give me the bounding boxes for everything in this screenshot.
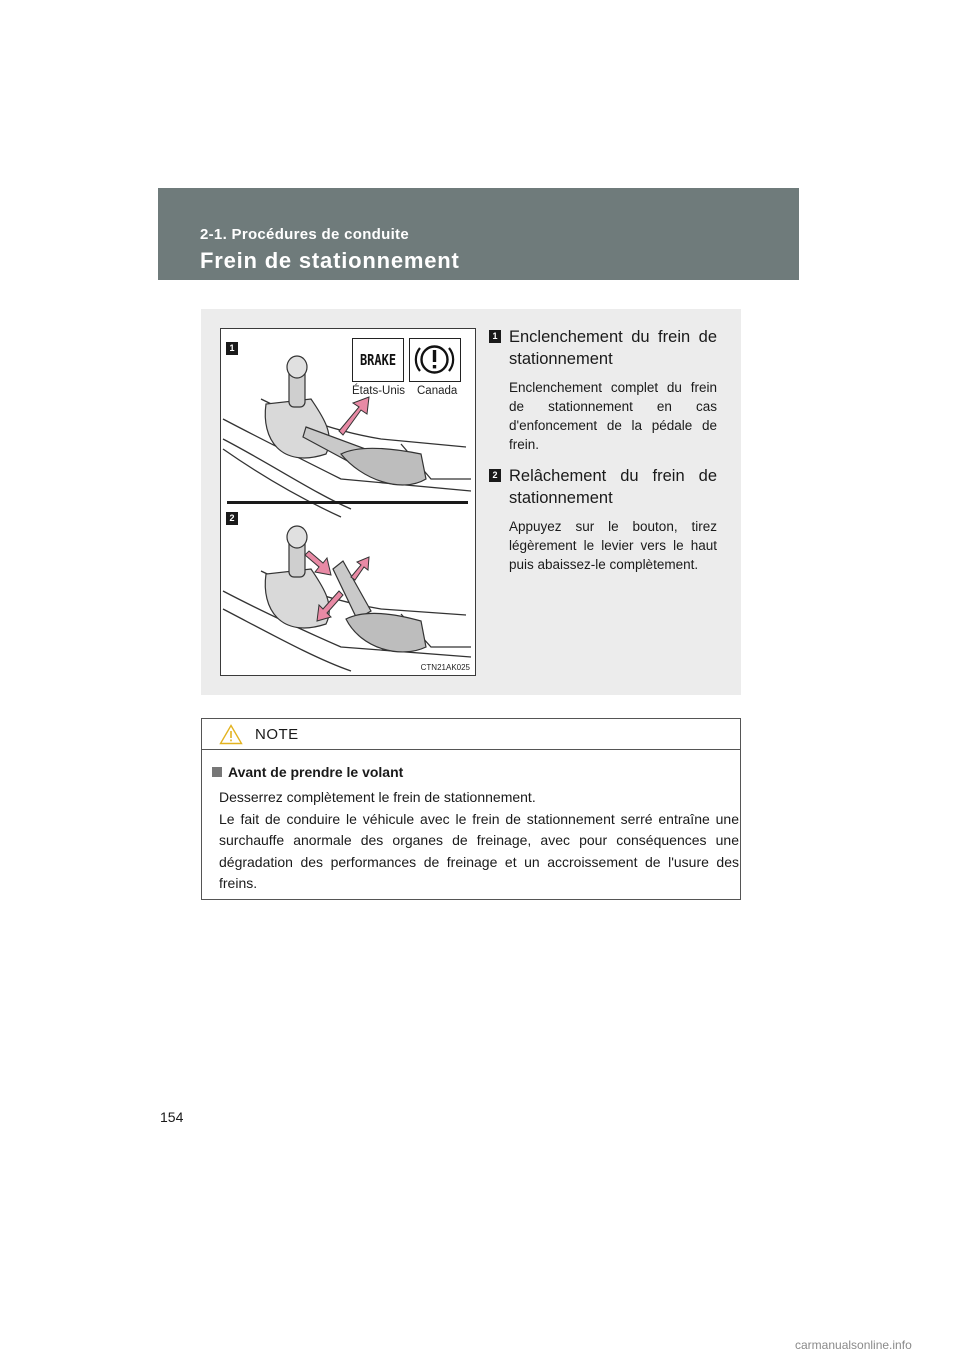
- brake-lamp-canada: [409, 338, 461, 382]
- step-2-badge: 2: [489, 469, 501, 482]
- brake-lamp-us-text: BRAKE: [359, 351, 397, 369]
- step-2-description: Appuyez sur le bouton, tirez légèrement le levier vers le haut puis abaissez-le complètement.: [509, 519, 717, 572]
- note-label: NOTE: [255, 726, 299, 743]
- figure-badge-1: 1: [226, 342, 238, 355]
- note-body: Desserrez complètement le frein de stationnement. Le fait de conduire le véhicule avec le frein de stationnement serré entraîne une surchauffe anormale des organes de freinage, avec pour conséquences une dégradation des performances de freinage et un accroissement de l'usure des freins.: [219, 789, 739, 891]
- warning-icon: [219, 724, 243, 745]
- watermark: carmanualsonline.info: [795, 1338, 912, 1352]
- content-panel: [201, 309, 741, 695]
- section-label: 2-1. Procédures de conduite: [200, 226, 409, 243]
- step-2-title: Relâchement du frein de stationnement: [509, 467, 717, 507]
- note-header: [202, 719, 740, 750]
- page-number: 154: [160, 1109, 184, 1125]
- header-band: [158, 188, 799, 280]
- caption-canada: Canada: [417, 385, 458, 397]
- step-1-description: Enclenchement complet du frein de stationnement en cas d'enfoncement de la pédale de frein.: [509, 380, 717, 452]
- square-bullet-icon: [212, 767, 222, 777]
- step-1-title: Enclenchement du frein de stationnement: [509, 328, 717, 368]
- brake-warning-icon: [410, 339, 459, 380]
- note-heading-text: Avant de prendre le volant: [228, 764, 404, 780]
- note-heading: [212, 764, 403, 780]
- figure-divider: [227, 501, 468, 504]
- step-1-badge: 1: [489, 330, 501, 343]
- figure-badge-2: 2: [226, 512, 238, 525]
- page-title: Frein de stationnement: [200, 248, 460, 273]
- parking-brake-figure: [220, 328, 476, 676]
- caption-us: États-Unis: [352, 385, 406, 397]
- brake-lamp-us: [352, 338, 404, 382]
- figure-code: CTN21AK025: [420, 663, 470, 672]
- note-box: [201, 718, 741, 900]
